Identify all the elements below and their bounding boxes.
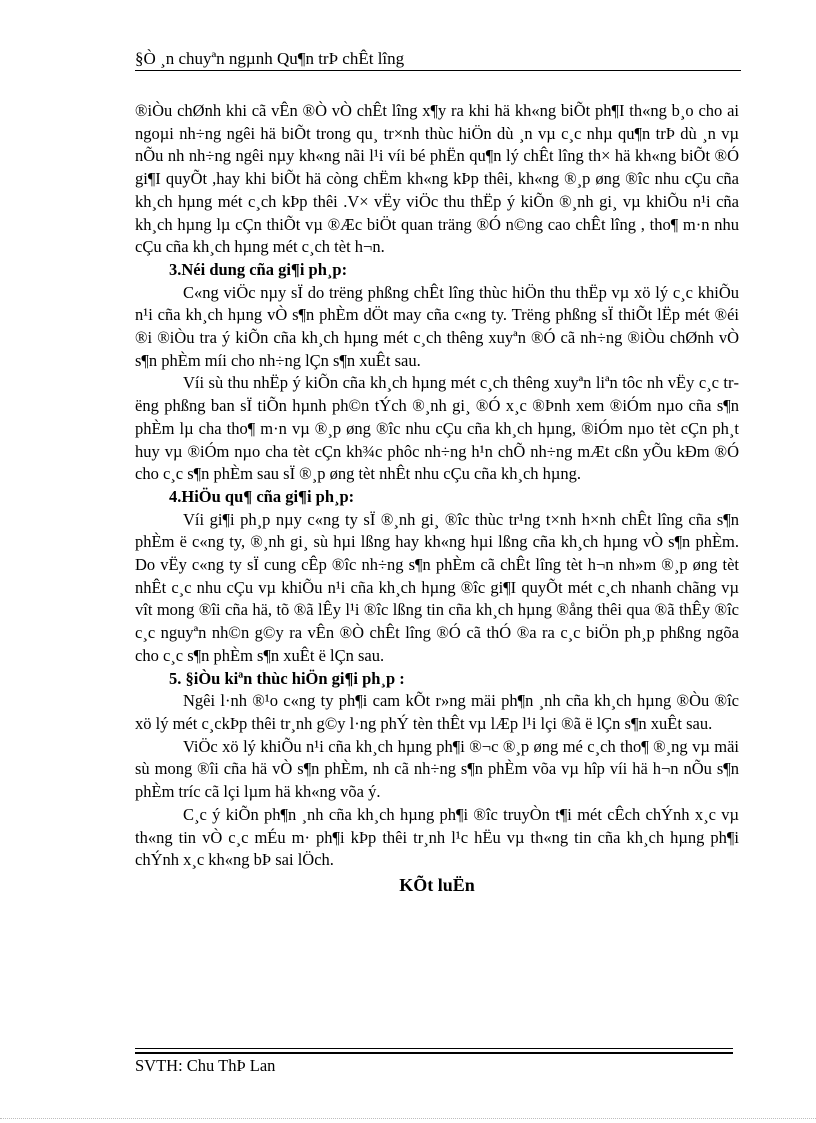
- footer-author: SVTH: Chu ThÞ Lan: [135, 1056, 276, 1075]
- footer-rule-thick: [135, 1052, 733, 1054]
- running-header: §Ò ¸n chuyªn ngµnh Qu¶n trÞ chÊt lîng: [135, 49, 405, 68]
- page-edge-dotted-line: [0, 1118, 816, 1119]
- paragraph-5: Ngêi l·nh ®¹o c«ng ty ph¶i cam kÕt r»ng mäi ph¶n ¸nh cña kh¸ch hµng ®Òu ®îc xö lý mét c¸ckÞp thêi tr¸nh g©y l·ng phÝ tèn thÊt vµ lÆp l¹i lçi ®ã ë lÇn s¶n xuÊt sau.: [135, 691, 739, 733]
- conclusion-title: KÕt luËn: [399, 874, 475, 895]
- paragraph-6: ViÖc xö lý khiÕu n¹i cña kh¸ch hµng ph¶i ®¬c ®¸p øng mé c¸ch tho¶ ®¸ng vµ mäi sù mong ®îi cña hä vÒ s¶n phÈm, nh cã nh÷ng s¶n phÈm võa vµ hîp víi hä h¬n nÕu s¶n phÈm tríc cã lçi lµm hä kh«ng võa ý.: [135, 736, 739, 802]
- paragraph-7: C¸c ý kiÕn ph¶n ¸nh cña kh¸ch hµng ph¶i ®îc truyÒn t¶i mét cÊch chÝnh x¸c vµ th«ng tin vÒ c¸c mÉu m· ph¶i kÞp thêi tr¸nh l¹c hËu vµ th«ng tin cña kh¸ch hµng ph¶i chÝnh x¸c kh«ng bÞ sai lÖch.: [135, 804, 739, 870]
- section-heading-5: 5. §iÒu kiªn thùc hiÖn gi¶i ph¸p :: [169, 668, 405, 688]
- paragraph-4: Víi gi¶i ph¸p nµy c«ng ty sÏ ®¸nh gi¸ ®îc thùc tr¹ng t×nh h×nh chÊt lîng cña s¶n phÈm ë c«ng ty, ®¸nh gi¸ sù hµi lßng hay kh«ng hµi lßng cña kh¸ch hµng vÒ s¶n phÈm. Do vËy c«ng ty sÏ cung cÊp ®îc nh÷ng s¶n phÈm cã chÊt lîng tèt h¬n nh»m ®¸p øng tèt nhÊt c¸c nhu cÇu vµ khiÕu n¹i cña kh¸ch hµng ®îc gi¶I quyÕt mét c¸ch nhanh chãng vµ vît mong ®îi cña hä, tõ ®ã lÊy l¹i ®îc lßng tin cña kh¸ch hµng ®ång thêi qua ®ã thÊy ®îc c¸c nguyªn nh©n g©y ra vÊn ®Ò chÊt lîng ®Ó cã thÓ ®a ra c¸c biÖn ph¸p phßng ngõa cho c¸c s¶n phÈm s¶n xuÊt ë lÇn sau.: [135, 509, 739, 665]
- paragraph-3: Víi sù thu nhËp ý kiÕn cña kh¸ch hµng mét c¸ch thêng xuyªn liªn tôc nh vËy c¸c trëng phßng ban sÏ tiÕn hµnh ph©n tÝch ®¸nh gi¸ ®Ó x¸c ®Þnh xem ®iÓm nµo cña s¶n phÈm lµ cha tho¶ m·n vµ ®¸p øng ®îc nhu cÇu cña kh¸ch hµng, ®iÓm nµo tèt cÇn ph¸t huy vµ ®iÓm nµo cha tèt cÇn kh¾c phôc nh÷ng h¹n chÕ nh÷ng mÆt cßn yÕu kÐm ®Ó cho c¸c s¶n phÈm sau sÏ ®¸p øng tèt nhÊt nhu cÇu cña kh¸ch hµng.: [135, 373, 739, 484]
- section-heading-4: 4.HiÖu qu¶ cña gi¶i ph¸p:: [169, 486, 355, 506]
- footer-rule: [135, 1048, 733, 1049]
- paragraph-1: ®iÒu chØnh khi cã vÊn ®Ò vÒ chÊt lîng x¶y ra khi hä kh«ng biÕt ph¶I th«ng b¸o cho ai ngoµi nh÷ng ngêi hä biÕt trong qu¸ tr×nh thùc hiÖn dù ¸n vµ c¸c nhµ qu¶n trÞ dù ¸n vµ nÕu nh nh÷ng ngêi nµy kh«ng nãi l¹i víi bé phËn qu¶n lý chÊt lîng th× hä kh«ng biÕt ®Ó gi¶I quyÕt ,hay khi biÕt hä còng chËm kh«ng kÞp thêi, kh«ng ®¸p øng ®îc nhu cÇu cña kh¸ch hµng mét c¸ch kÞp thêi .V× vËy viÖc thu thËp ý kiÕn ®¸nh gi¸ vµ khiÕu n¹i cña kh¸ch hµng lµ cÇn thiÕt vµ ®Æc biÖt quan träng ®Ó n©ng cao chÊt lîng , tho¶ m·n nhu cÇu cña kh¸ch hµng mét c¸ch tèt h¬n.: [135, 101, 739, 257]
- document-body: [135, 100, 739, 898]
- section-heading-3: 3.Néi dung cña gi¶i ph¸p:: [169, 259, 348, 279]
- header-rule: [135, 70, 741, 71]
- paragraph-2: C«ng viÖc nµy sÏ do trëng phßng chÊt lîng thùc hiÖn thu thËp vµ xö lý c¸c khiÕu n¹i cña kh¸ch hµng vÒ s¶n phÈm dÖt may cña c«ng ty. Trëng phßng sÏ thiÕt lËp mét ®éi ®i ®iÒu tra ý kiÕn cña kh¸ch hµng mét c¸ch thêng xuyªn ®Ó cã nh÷ng ®iÒu chØnh vÒ s¶n phÈm míi cho nh÷ng lÇn s¶n xuÊt sau.: [135, 282, 739, 370]
